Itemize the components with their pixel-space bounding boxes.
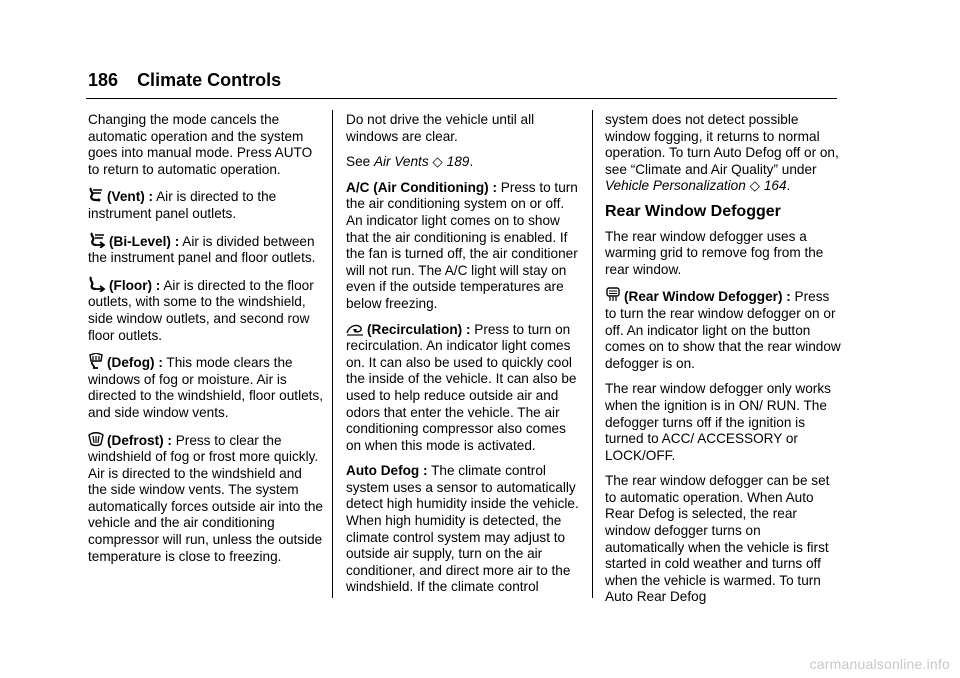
page-ref-arrow: ◇ (432, 154, 443, 170)
auto-defog-paragraph (346, 463, 580, 596)
see-prefix: See (346, 154, 374, 170)
rear-defogger-auto-paragraph: The rear window defogger can be set to automatic operation. When Auto Rear Defog is selected, the rear window defogger turns on automatically when the vehicle is first started in cold weather and turns off when the vehicle is warmed. To turn Auto Rear Defog (605, 473, 830, 605)
see-end: . (469, 154, 474, 170)
defog-text: This mode clears the windows of fog or moisture. Air is directed to the windshield, floor outlets, and side window vents. (88, 355, 324, 420)
header-rule (86, 98, 837, 99)
vent-paragraph (88, 187, 324, 222)
section-title: Climate Controls (137, 70, 282, 90)
rear-defogger-intro-paragraph: The rear window defogger uses a warming grid to remove fog from the rear window. (605, 228, 824, 277)
auto-defog-text: The climate control system uses a sensor to automatically detect high humidity inside the vehicle. When high humidity is detected, the climate control system may adjust to outside air supply, turn on the air conditioner, and direct more air to the windshield. If the climate control (346, 463, 579, 595)
floor-term: (Floor) : (109, 277, 161, 293)
page-number: 186 (88, 70, 119, 90)
column-2 (346, 112, 580, 605)
rear-defogger-button-paragraph (605, 287, 841, 372)
see-air-vents-paragraph (346, 154, 580, 171)
bi-level-mode-icon (88, 232, 106, 248)
defrost-text: Press to clear the windshield of fog or frost more quickly. Air is directed to the windshield and the side window vents. The system automatically forces outside air into the vehicle and the air conditioning compressor will run, unless the outside temperature is close to freezing. (88, 432, 323, 564)
rear-defogger-icon (605, 287, 621, 303)
rear-defogger-ignition-paragraph: The rear window defogger only works when the ignition is in ON/ RUN. The defogger turns off if the ignition is turned to ACC/ ACCESSORY or LOCK/OFF. (605, 381, 831, 463)
vehicle-personalization-page: 164 (763, 178, 787, 194)
floor-mode-icon (88, 276, 106, 292)
rear-window-defogger-heading: Rear Window Defogger (605, 202, 781, 220)
auto-defog-term: Auto Defog : (346, 463, 428, 479)
bi-level-term: (Bi-Level) : (109, 233, 180, 249)
page-header (88, 70, 281, 91)
defrost-icon (88, 431, 104, 447)
air-vents-page: 189 (446, 154, 470, 170)
defog-paragraph (88, 353, 324, 421)
vent-mode-icon (88, 187, 104, 203)
rear-defogger-text: Press to turn the rear window defogger on or off. An indicator light on the button comes on to show that the rear window defogger is on. (605, 289, 841, 371)
drive-warning-paragraph: Do not drive the vehicle until all windows are clear. (346, 112, 535, 144)
column-3 (605, 112, 841, 615)
column-divider-1 (332, 110, 333, 598)
intro-paragraph: Changing the mode cancels the automatic operation and the system goes into manual mode. Press AUTO to return to automatic operation. (88, 112, 313, 177)
auto-defog-continued-paragraph (605, 112, 841, 195)
bi-level-text: Air is divided between the instrument panel and floor outlets. (88, 233, 316, 266)
column-1 (88, 112, 324, 574)
watermark: carmanualsonline.info (809, 656, 950, 672)
floor-paragraph (88, 276, 324, 344)
page-ref-arrow: ◇ (749, 178, 761, 194)
recirculation-term: (Recirculation) : (367, 321, 471, 337)
vent-term: (Vent) : (107, 189, 154, 205)
p1-end: . (786, 178, 791, 194)
defog-mode-icon (88, 353, 104, 369)
bilevel-paragraph (88, 232, 324, 267)
ac-paragraph (346, 180, 580, 313)
rear-defogger-term: (Rear Window Defogger) : (624, 289, 791, 305)
floor-text: Air is directed to the floor outlets, with some to the windshield, side window outlets, and second row floor outlets. (88, 277, 314, 343)
vent-text: Air is directed to the instrument panel outlets. (88, 189, 277, 221)
column-divider-2 (592, 110, 593, 598)
ac-term: A/C (Air Conditioning) : (346, 179, 498, 195)
auto-defog-continued-text: system does not detect possible window fogging, it returns to normal operation. To turn Auto Defog off or on, see “Climate and Air Quality” under (605, 112, 839, 177)
defrost-term: (Defrost) : (107, 432, 172, 448)
defrost-paragraph (88, 431, 324, 566)
recirculation-text: Press to turn on recirculation. An indicator light comes on. It can also be used to quickly cool the inside of the vehicle. It can also be used to help reduce outside air and odors that enter the vehicle. The air conditioning compressor also comes on when this mode is activated. (346, 321, 577, 453)
recirculation-icon (346, 322, 364, 336)
recirculation-paragraph (346, 322, 580, 455)
defog-term: (Defog) : (107, 355, 163, 371)
vehicle-personalization-link[interactable]: Vehicle Personalization (605, 178, 746, 194)
ac-text: Press to turn the air conditioning system on or off. An indicator light comes on to show that the air conditioning is enabled. If the fan is turned off, the air conditioner will not run. The A/C light will stay on even if the outside temperatures are below freezing. (346, 179, 578, 311)
air-vents-link[interactable]: Air Vents (373, 154, 429, 170)
